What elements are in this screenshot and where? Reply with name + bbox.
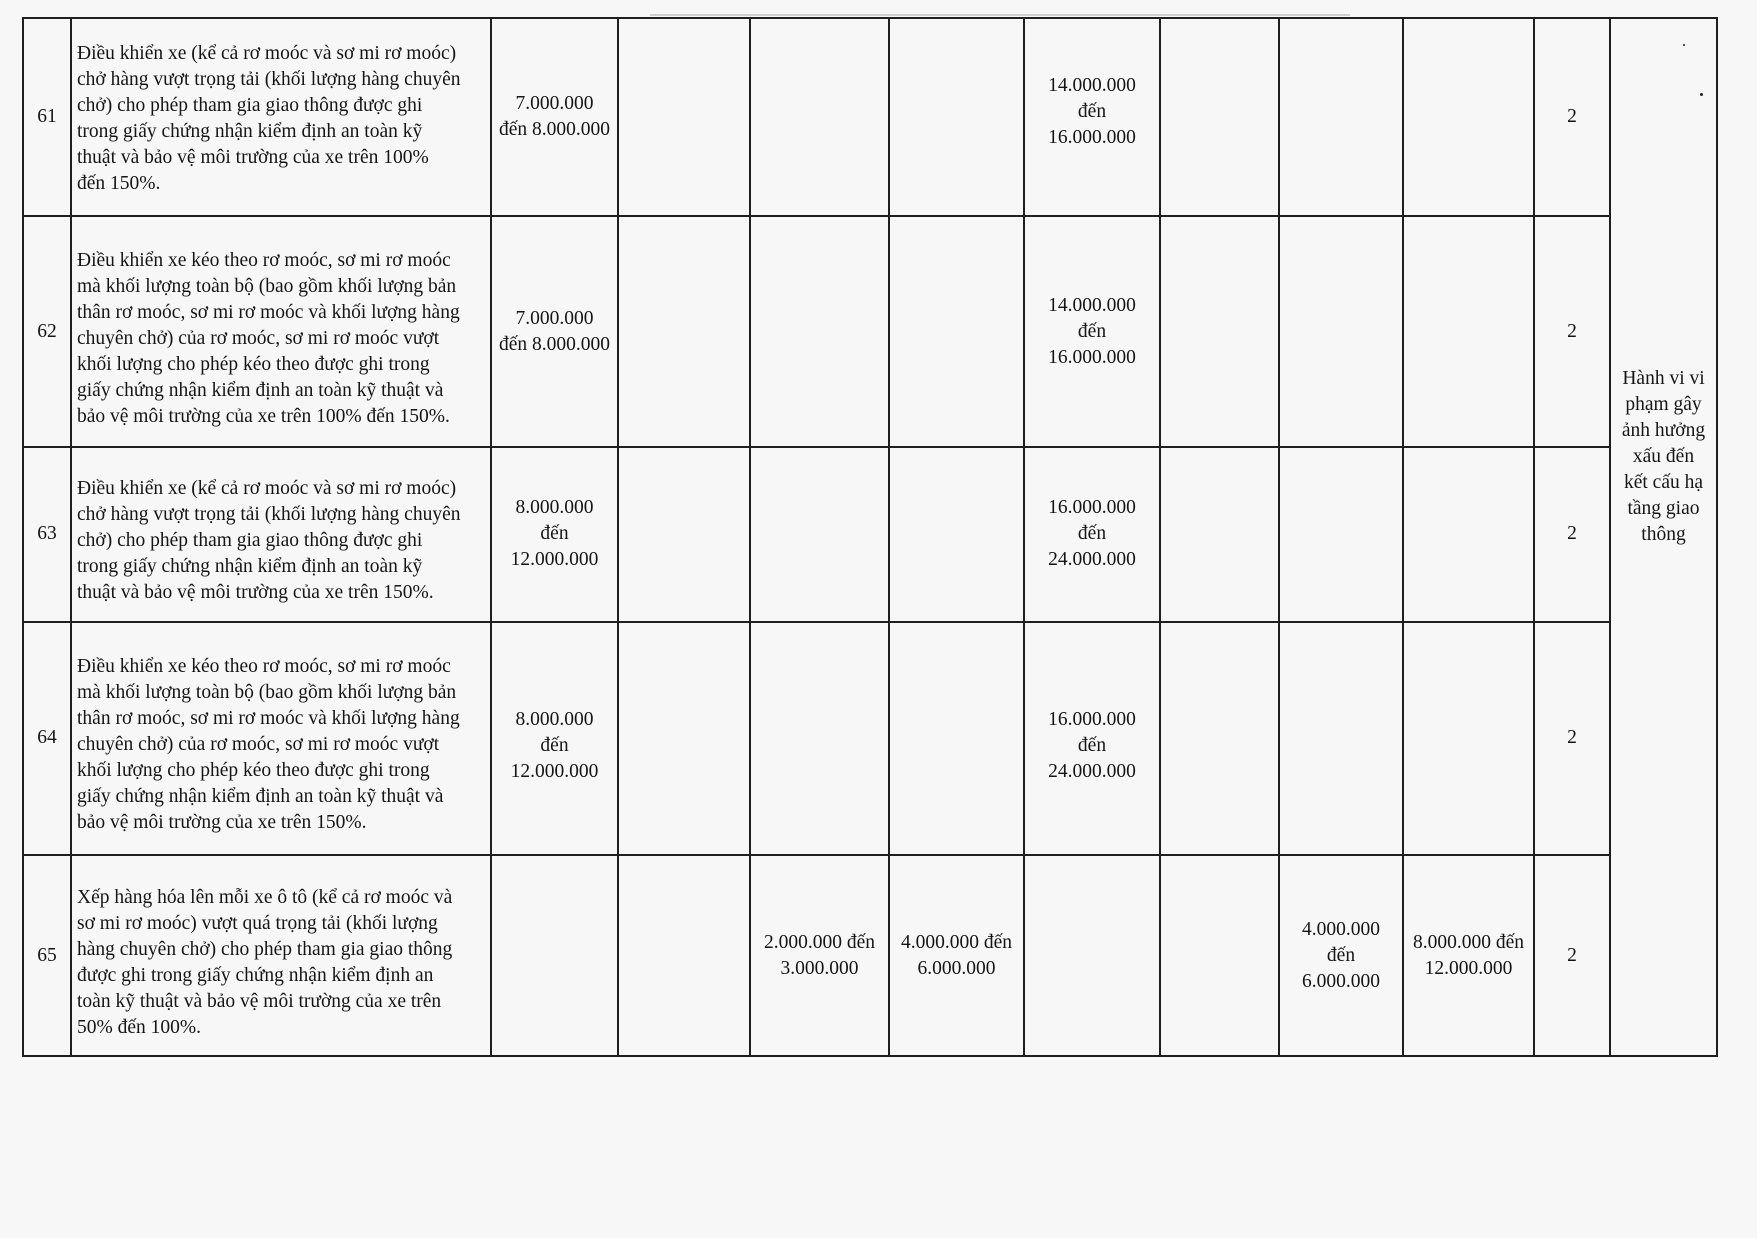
violation-description: Điều khiển xe kéo theo rơ moóc, sơ mi rơ moóc mà khối lượng toàn bộ (bao gồm khối lượng bản thân rơ moóc, sơ mi rơ moóc và khối lượng hàng chuyên chở) của rơ moóc, sơ mi rơ moóc vượt khối lượng cho phép kéo theo được ghi trong giấy chứng nhận kiểm định an toàn kỹ thuật và bảo vệ môi trường của xe trên 150%. <box>71 622 491 856</box>
table-row <box>23 855 1717 1056</box>
table-row <box>23 622 1717 856</box>
fine-cell: 4.000.000 đến 6.000.000 <box>1279 855 1403 1056</box>
table-row <box>23 18 1717 216</box>
fine-cell: 14.000.000 đến 16.000.000 <box>1024 216 1160 448</box>
fine-cell <box>618 447 750 621</box>
fine-cell <box>750 447 889 621</box>
fine-cell <box>1160 216 1279 448</box>
points-cell: 2 <box>1534 855 1610 1056</box>
fine-cell: 8.000.000 đến 12.000.000 <box>491 447 618 621</box>
violation-description: Điều khiển xe (kể cả rơ moóc và sơ mi rơ moóc) chở hàng vượt trọng tải (khối lượng hàng chuyên chở) cho phép tham gia giao thông được ghi trong giấy chứng nhận kiểm định an toàn kỹ thuật và bảo vệ môi trường của xe trên 150%. <box>71 447 491 621</box>
fine-cell <box>1279 622 1403 856</box>
fine-cell <box>1279 447 1403 621</box>
fine-cell <box>618 622 750 856</box>
fine-cell: 7.000.000 đến 8.000.000 <box>491 18 618 216</box>
fine-cell <box>1403 18 1534 216</box>
fine-cell: 16.000.000 đến 24.000.000 <box>1024 622 1160 856</box>
row-number: 63 <box>23 447 71 621</box>
fine-cell <box>618 18 750 216</box>
fine-cell <box>889 447 1024 621</box>
row-number: 61 <box>23 18 71 216</box>
fine-cell <box>1403 216 1534 448</box>
fine-cell <box>1403 447 1534 621</box>
row-number: 62 <box>23 216 71 448</box>
violation-fines-table <box>22 17 1718 1057</box>
violation-description: Xếp hàng hóa lên mỗi xe ô tô (kể cả rơ moóc và sơ mi rơ moóc) vượt quá trọng tải (khối lượng hàng chuyên chở) cho phép tham gia giao thông được ghi trong giấy chứng nhận kiểm định an toàn kỹ thuật và bảo vệ môi trường của xe trên 50% đến 100%. <box>71 855 491 1056</box>
fine-cell <box>750 18 889 216</box>
fine-cell <box>1279 216 1403 448</box>
fine-cell: 4.000.000 đến 6.000.000 <box>889 855 1024 1056</box>
scan-edge-mark <box>650 14 1350 16</box>
violation-description: Điều khiển xe (kể cả rơ moóc và sơ mi rơ moóc) chở hàng vượt trọng tải (khối lượng hàng chuyên chở) cho phép tham gia giao thông được ghi trong giấy chứng nhận kiểm định an toàn kỹ thuật và bảo vệ môi trường của xe trên 100% đến 150%. <box>71 18 491 216</box>
violation-description: Điều khiển xe kéo theo rơ moóc, sơ mi rơ moóc mà khối lượng toàn bộ (bao gồm khối lượng bản thân rơ moóc, sơ mi rơ moóc và khối lượng hàng chuyên chở) của rơ moóc, sơ mi rơ moóc vượt khối lượng cho phép kéo theo được ghi trong giấy chứng nhận kiểm định an toàn kỹ thuật và bảo vệ môi trường của xe trên 100% đến 150%. <box>71 216 491 448</box>
fine-cell <box>618 855 750 1056</box>
points-cell: 2 <box>1534 18 1610 216</box>
table-row <box>23 216 1717 448</box>
fine-cell <box>1403 622 1534 856</box>
fine-cell: 8.000.000 đến 12.000.000 <box>1403 855 1534 1056</box>
fine-cell <box>491 855 618 1056</box>
fine-cell: 16.000.000 đến 24.000.000 <box>1024 447 1160 621</box>
violation-group-note: Hành vi vi phạm gây ảnh hưởng xấu đến kết cấu hạ tầng giao thông <box>1610 18 1717 855</box>
fine-cell: 2.000.000 đến 3.000.000 <box>750 855 889 1056</box>
fine-cell <box>1279 18 1403 216</box>
fine-cell <box>889 18 1024 216</box>
fine-cell <box>1160 622 1279 856</box>
points-cell: 2 <box>1534 216 1610 448</box>
fine-cell <box>750 216 889 448</box>
fine-cell <box>1160 18 1279 216</box>
fine-cell <box>1024 855 1160 1056</box>
fine-cell: 7.000.000 đến 8.000.000 <box>491 216 618 448</box>
fine-cell <box>889 622 1024 856</box>
table-row <box>23 447 1717 621</box>
row-number: 64 <box>23 622 71 856</box>
fine-cell: 8.000.000 đến 12.000.000 <box>491 622 618 856</box>
fine-cell <box>1160 855 1279 1056</box>
row-number: 65 <box>23 855 71 1056</box>
fine-cell <box>1160 447 1279 621</box>
points-cell: 2 <box>1534 447 1610 621</box>
points-cell: 2 <box>1534 622 1610 856</box>
fine-cell <box>750 622 889 856</box>
fine-cell: 14.000.000 đến 16.000.000 <box>1024 18 1160 216</box>
fine-cell <box>618 216 750 448</box>
fine-cell <box>889 216 1024 448</box>
note-continuation-cell <box>1610 855 1717 1056</box>
